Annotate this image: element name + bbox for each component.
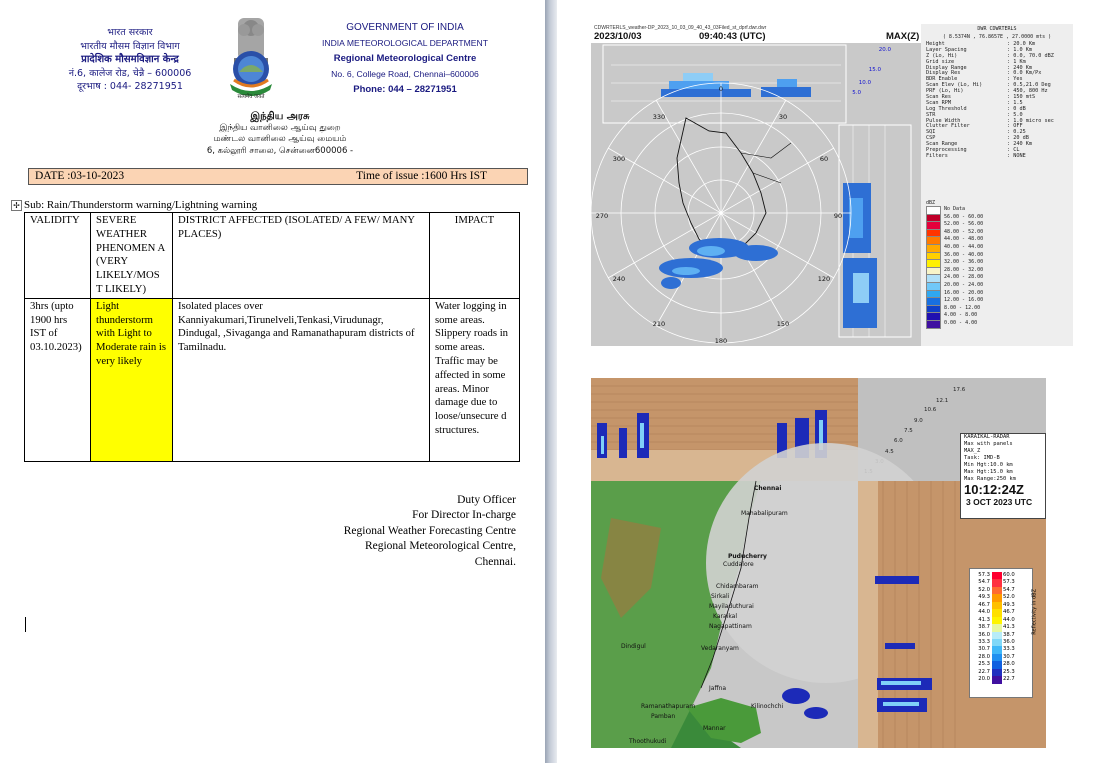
place-label: Chidambaram	[716, 583, 759, 590]
info-line: MAX_Z	[964, 448, 981, 454]
tamil-line-3: மண்டல வானிலை ஆய்வு மையம்	[213, 134, 347, 144]
legend-entry	[970, 572, 1032, 579]
legend-entry	[970, 579, 1032, 586]
radar-image-karaikal	[591, 378, 1046, 748]
azimuth-label: 210	[652, 320, 666, 328]
legend-label: 44.00 - 48.00	[944, 236, 984, 243]
legend-swatch	[992, 617, 1002, 624]
legend-high: 60.0	[1003, 572, 1015, 578]
height-tick: 5.0	[852, 90, 861, 96]
param-value: : NONE	[1007, 152, 1026, 159]
legend-label: 28.00 - 32.00	[944, 266, 984, 273]
cell-districts: Isolated places over Kanniyakumari,Tirunelveli,Tenkasi,Virudunagr, Dindugal, ,Sivaganga and Ramanathapuram districts of Tamilnadu.	[173, 298, 430, 461]
legend-high: 33.3	[1003, 646, 1015, 653]
header-phenomena: SEVERE WEATHER PHENOMEN A (VERY LIKELY/MOS T LIKELY)	[91, 213, 173, 299]
legend-entry	[970, 661, 1032, 668]
legend-label: 0.00 - 4.00	[944, 319, 978, 326]
tamil-line-1: இந்திய அரசு	[250, 111, 310, 122]
cell-phenomena: Light thunderstorm with Light to Moderate rain is very likely	[91, 298, 173, 461]
param-value: : 0.25	[1007, 129, 1026, 136]
azimuth-label: 330	[652, 113, 666, 121]
legend-label: 12.00 - 16.00	[944, 297, 984, 304]
legend-entry	[970, 609, 1032, 616]
param-key: Scan Range	[926, 141, 958, 148]
legend-low: 28.0	[978, 653, 990, 660]
cell-validity: 3hrs (upto 1900 hrs IST of 03.10.2023)	[25, 298, 91, 461]
azimuth-label: 270	[595, 212, 609, 220]
param-value: : 240 Km	[1007, 141, 1032, 148]
legend-entry	[926, 221, 1066, 229]
height-label: 7.5	[904, 428, 913, 434]
legend-low: 25.3	[978, 661, 990, 668]
legend-high: 46.7	[1003, 609, 1015, 616]
radar-image-thiruvananthapuram	[591, 24, 1073, 346]
legend-title: dBZ	[926, 200, 936, 206]
height-label: 17.6	[953, 387, 966, 393]
param-value: : 0 dB	[1007, 105, 1026, 112]
hindi-line-4: नं.6, कालेज रोड, चेन्नै – 600006	[68, 67, 192, 79]
param-key: Filters	[926, 152, 948, 159]
legend-entry	[926, 290, 1066, 298]
legend-entry	[926, 259, 1066, 267]
param-value: : OFF	[1007, 123, 1023, 130]
legend-entry	[970, 632, 1032, 639]
signature-line-3: Regional Weather Forecasting Centre	[343, 524, 516, 537]
param-value: : CL	[1007, 147, 1020, 154]
legend-low: 54.7	[978, 579, 990, 586]
subject-text: Sub: Rain/Thunderstorm warning/Lightning warning	[24, 199, 258, 211]
signature-block	[260, 493, 516, 570]
station-name: KARAIKAL-RADAR	[964, 434, 1010, 440]
param-key: PRF (Lo, Hi)	[926, 88, 964, 95]
station-header-1: DWR CDWRTERLS	[977, 26, 1017, 32]
legend-swatch	[992, 594, 1002, 601]
height-label: 10.6	[924, 407, 937, 413]
legend-entry	[970, 676, 1032, 683]
param-value: : 150 mtS	[1007, 94, 1036, 101]
place-label: Sirkali	[711, 593, 730, 600]
legend-low: 52.0	[978, 586, 990, 593]
legend-high: 38.7	[1003, 631, 1015, 638]
legend-swatch	[992, 669, 1002, 676]
legend-swatch	[992, 602, 1002, 609]
place-label: Kilinochchi	[751, 703, 784, 710]
header-validity: VALIDITY	[25, 213, 91, 299]
letterhead-tamil	[150, 111, 410, 157]
legend-low: 22.7	[978, 668, 990, 675]
azimuth-label: 30	[778, 113, 788, 121]
param-key: Preprocessing	[926, 147, 967, 154]
param-value: : 1.5	[1007, 99, 1023, 106]
legend-high: 41.3	[1003, 624, 1015, 631]
height-label: 4.5	[885, 449, 894, 455]
height-label: 9.0	[914, 418, 923, 424]
legend-low: 49.3	[978, 594, 990, 601]
national-emblem-icon	[224, 14, 278, 100]
legend-swatch	[992, 654, 1002, 661]
param-key: CSP	[926, 135, 936, 142]
legend-low: 46.7	[978, 601, 990, 608]
legend-unit: Reflectivity in dBZ	[1032, 589, 1038, 635]
param-key: SQI	[926, 129, 936, 136]
param-value: : 240 Km	[1007, 64, 1032, 71]
tamil-line-4: 6, கல்லூரி சாலை, சென்னை600006 -	[206, 145, 354, 156]
legend-label: 4.00 - 8.00	[944, 312, 978, 319]
legend-swatch	[992, 609, 1002, 616]
legend-label: 32.00 - 36.00	[944, 259, 984, 266]
subject-line	[11, 199, 257, 211]
legend-entry	[926, 244, 1066, 252]
param-key: BDR Enable	[926, 76, 958, 83]
tamil-line-2: இந்திய வானிலை ஆய்வு துறை	[219, 122, 341, 133]
radar1-filename: CDWRTERLS_weather-DP_2023_10_03_09_40_43_03Filed_st_dprf.dwr.dwr	[594, 25, 767, 31]
legend-high: 49.3	[1003, 601, 1015, 608]
info-line: Max Range:250 km	[964, 476, 1016, 482]
param-value: : 0.0, 70.0 dBZ	[1007, 52, 1054, 59]
legend-high: 36.0	[1003, 638, 1015, 645]
legend-swatch	[992, 579, 1002, 586]
height-label: 12.1	[936, 398, 949, 404]
place-label: Ramanathapuram	[641, 703, 696, 710]
legend-high: 52.0	[1003, 594, 1015, 601]
place-label: Vedaranyam	[701, 645, 739, 652]
date-bar	[28, 168, 528, 185]
radar1-header	[591, 24, 921, 43]
legend-entry	[926, 229, 1066, 237]
english-line-3: Regional Meteorological Centre	[333, 53, 477, 64]
param-value: : 450, 800 Hz	[1007, 88, 1048, 95]
english-line-5: Phone: 044 – 28271951	[353, 84, 457, 95]
param-key: Log Threshold	[926, 105, 967, 112]
legend-high: 28.0	[1003, 661, 1015, 668]
legend-entry	[926, 305, 1066, 313]
radar1-ppi-display	[591, 43, 921, 346]
legend-high: 44.0	[1003, 616, 1015, 623]
legend-low: 30.7	[978, 646, 990, 653]
param-key: Pulse Width	[926, 117, 961, 124]
warning-document	[0, 0, 545, 763]
param-key: Scan Res	[926, 94, 951, 101]
legend-low: 20.0	[978, 676, 990, 683]
table-move-handle-icon[interactable]: ✢	[11, 200, 22, 211]
param-value: : 5.0	[1007, 111, 1023, 118]
param-key: Scan Elev (Lo, Hi)	[926, 82, 983, 89]
legend-high: 54.7	[1003, 586, 1015, 593]
legend-swatch	[992, 587, 1002, 594]
signature-line-5: Chennai.	[474, 555, 516, 568]
azimuth-label: 180	[714, 337, 728, 345]
emblem-motto: सत्यमेव जयते	[237, 94, 265, 100]
param-value: : 20 dB	[1007, 135, 1029, 142]
karaikal-legend	[969, 568, 1038, 698]
height-label: 6.0	[894, 438, 903, 444]
param-value: : Yes	[1007, 76, 1023, 83]
legend-swatch	[992, 632, 1002, 639]
legend-entry	[926, 274, 1066, 282]
legend-label: 24.00 - 28.00	[944, 274, 984, 281]
radar1-parameter-panel	[921, 24, 1073, 346]
karaikal-info-box	[960, 433, 1046, 519]
legend-high: 30.7	[1003, 653, 1015, 660]
legend-entry	[926, 252, 1066, 260]
legend-label: 40.00 - 44.00	[944, 243, 984, 250]
legend-entry	[926, 214, 1066, 222]
height-tick: 15.0	[868, 67, 881, 73]
info-line: Max Hgt:15.0 km	[964, 469, 1013, 475]
azimuth-label: 90	[833, 212, 843, 220]
legend-label: No Data	[944, 206, 966, 212]
legend-label: 8.00 - 12.00	[944, 304, 981, 311]
param-value: : 0.5,21.0 Deg	[1007, 82, 1051, 89]
issue-date: DATE :03-10-2023	[35, 170, 125, 182]
azimuth-label: 60	[819, 155, 829, 163]
param-row	[921, 154, 1073, 160]
param-value: : 1.0 micro sec	[1007, 117, 1054, 124]
place-label: Mannar	[703, 725, 726, 732]
param-key: Height	[926, 41, 945, 47]
header-districts: DISTRICT AFFECTED (ISOLATED/ A FEW/ MANY PLACES)	[173, 213, 430, 299]
page-divider	[545, 0, 557, 763]
cell-impact: Water logging in some areas. Slippery roads in some areas. Traffic may be affected in some areas. Minor damage due to loose/unsecure d structures.	[430, 298, 520, 461]
place-label: Pamban	[651, 713, 676, 720]
legend-swatch	[992, 572, 1002, 579]
place-label: Nagapattinam	[709, 623, 752, 630]
legend-entry	[926, 297, 1066, 305]
table-header-row	[25, 213, 520, 299]
english-line-2: INDIA METEOROLOGICAL DEPARTMENT	[321, 37, 488, 48]
legend-label: 52.00 - 56.00	[944, 221, 984, 228]
param-key: Display Res	[926, 70, 961, 77]
legend-low: 36.0	[978, 631, 990, 638]
place-label: Chennai	[754, 485, 782, 492]
legend-entry	[926, 236, 1066, 244]
param-key: Scan RPM	[926, 99, 951, 106]
legend-entry	[970, 639, 1032, 646]
param-value: : 1 Km	[1007, 58, 1026, 65]
hindi-line-3: प्रादेशिक मौसमविज्ञान केन्द्र	[81, 54, 179, 66]
legend-high: 57.3	[1003, 579, 1015, 586]
info-line: Task: IMD-B	[964, 455, 1000, 461]
legend-low: 41.3	[978, 616, 990, 623]
legend-entry	[926, 320, 1066, 328]
height-tick: 20.0	[878, 47, 891, 53]
param-key: Z (Lo, Hi)	[926, 52, 958, 59]
legend-label: 48.00 - 52.00	[944, 228, 984, 235]
warning-table	[24, 212, 520, 462]
place-label: Karaikal	[713, 613, 738, 620]
place-label: Puducherry	[728, 553, 767, 560]
legend-low: 44.0	[978, 609, 990, 616]
param-key: Clutter Filter	[926, 123, 970, 130]
place-label: Dindigul	[621, 643, 646, 650]
hindi-line-1: भारत सरकार	[107, 27, 153, 38]
text-cursor	[25, 617, 26, 632]
param-key: Grid size	[926, 58, 955, 65]
azimuth-label: 240	[612, 275, 626, 283]
signature-line-1: Duty Officer	[457, 494, 516, 506]
legend-swatch	[992, 661, 1002, 668]
radar1-params	[921, 42, 1073, 160]
hindi-line-2: भारतीय मौसम विज्ञान विभाग	[80, 40, 180, 52]
height-tick: 10.0	[858, 80, 871, 86]
radar1-product: MAX(Z)	[886, 31, 920, 42]
param-key: Display Range	[926, 64, 967, 71]
table-row	[25, 298, 520, 461]
issue-time: Time of issue :1600 Hrs IST	[356, 170, 487, 182]
param-value: : 1.0 Km	[1007, 46, 1032, 53]
place-label: Cuddalore	[723, 561, 754, 568]
legend-label: 36.00 - 40.00	[944, 251, 984, 258]
signature-line-2: For Director In-charge	[412, 509, 516, 522]
radar2-clock: 10:12:24Z	[964, 482, 1024, 497]
signature-line-4: Regional Meteorological Centre,	[364, 540, 516, 553]
legend-entry	[926, 206, 1066, 214]
english-line-1: GOVERNMENT OF INDIA	[346, 22, 464, 33]
legend-entry	[926, 282, 1066, 290]
legend-entry	[970, 624, 1032, 631]
azimuth-label: 300	[612, 155, 626, 163]
radar1-legend	[926, 200, 1066, 328]
legend-label: 56.00 - 60.00	[944, 213, 984, 220]
english-line-4: No. 6, College Road, Chennai–600006	[331, 68, 479, 79]
legend-entry	[926, 312, 1066, 320]
legend-entry	[970, 646, 1032, 653]
radar1-date: 2023/10/03	[594, 31, 642, 42]
legend-swatch	[926, 320, 941, 329]
legend-swatch	[992, 676, 1002, 683]
legend-entry	[970, 602, 1032, 609]
place-label: Mahabalipuram	[741, 510, 788, 517]
param-value: : 20.0 Km	[1007, 41, 1036, 47]
legend-entry	[970, 594, 1032, 601]
letterhead-hindi	[55, 26, 205, 94]
legend-high: 25.3	[1003, 668, 1015, 675]
info-line: Max with panels	[964, 441, 1013, 447]
azimuth-label: 150	[776, 320, 790, 328]
header-impact: IMPACT	[430, 213, 520, 299]
legend-label: 16.00 - 20.00	[944, 289, 984, 296]
param-key: Layer Spacing	[926, 46, 967, 53]
radar1-time: 09:40:43 (UTC)	[699, 31, 766, 42]
legend-entry	[970, 617, 1032, 624]
azimuth-label: 0	[718, 85, 724, 93]
legend-swatch	[992, 624, 1002, 631]
radar2-date: 3 OCT 2023 UTC	[966, 497, 1033, 507]
hindi-line-5: दूरभाष : 044- 28271951	[77, 81, 183, 93]
info-line: Min Hgt:10.0 km	[964, 462, 1013, 468]
azimuth-label: 120	[817, 275, 831, 283]
legend-high: 22.7	[1003, 676, 1015, 683]
legend-entry	[926, 267, 1066, 275]
param-key: STR	[926, 111, 936, 118]
letterhead-english	[300, 20, 510, 98]
legend-low: 38.7	[978, 624, 990, 631]
legend-entry	[970, 587, 1032, 594]
legend-entry	[970, 669, 1032, 676]
station-header-2: ( 8.5374N , 76.8657E , 27.0000 mts )	[942, 34, 1052, 40]
place-label: Jaffna	[709, 685, 727, 692]
legend-low: 57.3	[978, 572, 990, 578]
place-label: Thoothukudi	[629, 738, 667, 745]
legend-label: 20.00 - 24.00	[944, 281, 984, 288]
legend-swatch	[992, 646, 1002, 653]
legend-swatch	[992, 639, 1002, 646]
place-label: Mayiladuthurai	[709, 603, 754, 610]
legend-low: 33.3	[978, 638, 990, 645]
param-value: : 0.0 Km/Px	[1007, 70, 1042, 77]
legend-entry	[970, 654, 1032, 661]
